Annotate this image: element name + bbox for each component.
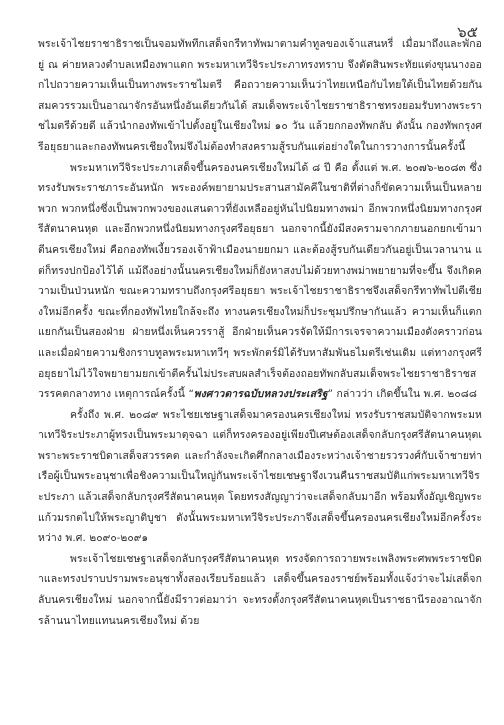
- paragraph-2: [38, 158, 482, 405]
- paragraph-1: พระเจ้าไชยราชาธิราชเป็นจอมทัพทีกเสด็จกรีทาทัพมาตามคำทูลของเจ้าแสนหรี่ เมื่อมาถึงและพักอยู่ ณ ค่ายหลวงตำบลเหมืองพาแตก พระมหาเทวีจิระประภาทรงทราบ จึงตัดสินพระทัยแต่งขุนนางออกไปถวายความเห็นเป็นทางพระราชไมตรี คือถวายความเห็นว่าไทยเหนือกับไทยใต้เป็นไทยด้วยกัน สมควรรวมเป็นอาณาจักรอันหนึ่งอันเดียวกันได้ สมเด็จพระเจ้าไชยราชาธิราชทรงยอมรับทางพระราชไมตรีด้วยดี แล้วนำกองทัพเข้าไปตั้งอยู่ในเชียงใหม่ ๑๐ วัน แล้วยกกองทัพกลับ ดังนั้น กองทัพกรุงศรีอยุธยาและกองทัพนครเชียงใหม่จึงไม่ต้องทำสงครามสู้รบกันแต่อย่างใดในการวางการนั้นครั้งนี้: [38, 38, 482, 153]
- paragraph-3: ครั้งถึง พ.ศ. ๒๐๘๙ พระไชยเชษฐาเสด็จมาครองนครเชียงใหม่ ทรงรับราชสมบัติจากพระมหาเทวีจิระประภาผู้ทรงเป็นพระมาตุจฉา แต่ก็ทรงครองอยู่เพียงปีเศษต้องเสด็จกลับกรุงศรีสัตนาคนหุตเพราะพระราชบิดาเสด็จสวรรคต และกำลังจะเกิดศึกกลางเมืองระหว่างเจ้าชายรวรวงศ์กับเจ้าชายท่าเรือผู้เป็นพระอนุชาเพื่อชิงความเป็นใหญ่กันพระเจ้าไชยเชษฐาจึงเวนคืนราชสมบัติแก่พระมหาเทวีจิระประภา แล้วเสด็จกลับกรุงศรีสัตนาคนหุต โดยทรงสัญญาว่าจะเสด็จกลับมาอีก พร้อมทั้งอัญเชิญพระแก้วมรกตไปให้พระญาติบูชา ดังนั้นพระมหาเทวีจิระประภาจึงเสด็จขึ้นครองนครเชียงใหม่อีกครั้งระหว่าง พ.ศ. ๒๐๙๐-๒๐๙๑: [38, 408, 482, 545]
- page-number: ๖๕: [457, 23, 478, 41]
- paragraph-2-tail: ” กล่าวว่า เกิดขึ้นใน พ.ศ. ๒๐๘๘: [327, 388, 478, 401]
- paragraph-2-text: พระมหาเทวีจิระประภาเสด็จขึ้นครองนครเชียงใหม่ได้ ๘ ปี คือ ตั้งแต่ พ.ศ. ๒๐๗๖-๒๐๘๓ ซึ่งทรงรับพระราชภาระอันหนัก พระองค์พยายามประสานสามัคคีในชาติที่ต่างก็ขัดความเห็นเป็นหลายพวก พวกหนึ่งซึ่งเป็นพวกพวงของแสนดาวที่ยังเหลืออยู่หันไปนิยมทางพม่า อีกพวกหนึ่งนิยมทางกรุงศรีสัตนาคนหุต และอีกพวกหนึ่งนิยมทางกรุงศรีอยุธยา นอกจากนี้ยังมีสงครามจากภายนอกยกเข้ามาตีนครเชียงใหม่ คือกองทัพเงี้ยวรองเจ้าฟ้าเมืองนายยกมา และต้องสู้รบกันเดียวกันอยู่เป็นเวลานาน แต่ก็ทรงปกป้องไว้ได้ แม้ถึงอย่างนั้นนครเชียงใหม่ก็ยังหาสงบไม่ด้วยทางพม่าพยายามที่จะขึ้น จึงเกิดความเป็นป่วนหนัก ขณะความทราบถึงกรุงศรีอยุธยา พระเจ้าไชยราชาธิราชจึงเสด็จกรีทาทัพไปตีเชียงใหม่อีกครั้ง ขณะที่กองทัพไทยใกล้จะถึง ทางนครเชียงใหม่ก็ประชุมปรึกษากันแล้ว ความเห็นก็แตกแยกกันเป็นสองฝ่าย ฝ่ายหนึ่งเห็นควรราสู้ อีกฝ่ายเห็นควรจัดให้มีการเจรจาความเมืองดังคราวก่อน และเมื่อฝ่ายความชิงกราบทูลพระมหาเทวีๆ พระพักตร์มิได้รับหาสัมพันธไมตรีเช่นเดิม แต่ทางกรุงศรีอยุธยาไม่ไว้ใจพยายามยกเข้าตีครั้นไม่ประสบผลสำเร็จต้องถอยทัพกลับสมเด็จพระไชยราชาธิราชสวรรคตกลางทาง เหตุการณ์ครั้งนี้ “: [38, 161, 482, 401]
- paragraph-4: พระเจ้าไชยเชษฐาเสด็จกลับกรุงศรีสัตนาคนหุต ทรงจัดการถวายพระเพลิงพระศพพระราชบิดาและทรงปราบปรามพระอนุชาทั้งสองเรียบร้อยแล้ว เสด็จขึ้นครองราชย์พร้อมทั้งแจ้งว่าจะไม่เสด็จกลับนครเชียงใหม่ นอกจากนี้ยังมีราวต่อมาว่า จะทรงตั้งกรุงศรีสัตนาคนหุตเป็นราชธานีรองอาณาจักรล้านนาไทยแทนนครเชียงใหม่ ด้วย: [38, 552, 482, 627]
- quoted-source-title: พงศาวดารฉบับหลวงประเสริฐ: [193, 388, 328, 401]
